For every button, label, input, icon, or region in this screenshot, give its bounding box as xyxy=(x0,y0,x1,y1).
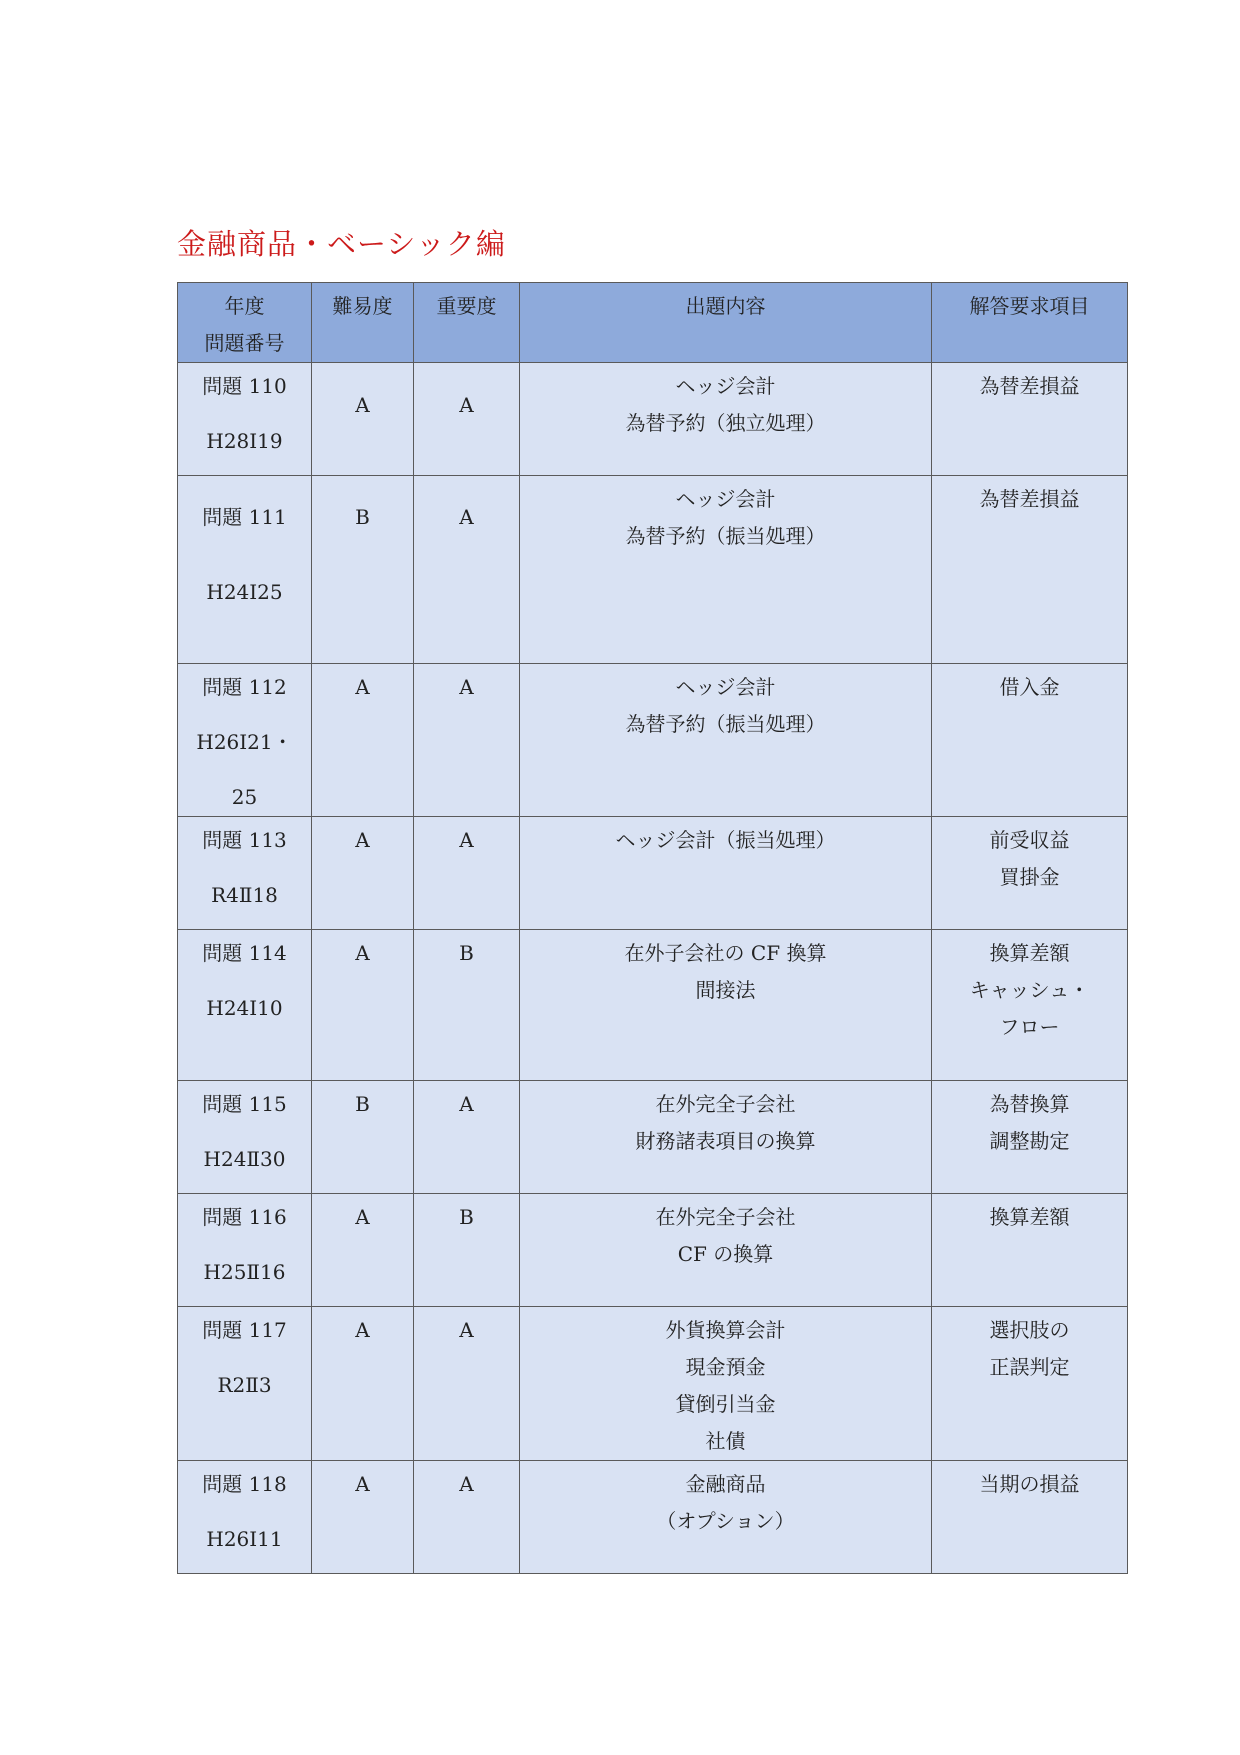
cell-content xyxy=(520,476,932,664)
difficulty-value: A xyxy=(355,1205,370,1229)
table-header-row xyxy=(178,283,1128,363)
exam-year: H24Ⅱ30 xyxy=(203,1147,286,1171)
content-line: ヘッジ会計（振当処理） xyxy=(615,828,836,852)
answer-line: 当期の損益 xyxy=(979,1472,1080,1496)
importance-value: A xyxy=(459,505,474,529)
difficulty-value: A xyxy=(355,941,370,965)
content-line: 貸倒引当金 xyxy=(675,1392,776,1416)
answer-line: 借入金 xyxy=(999,675,1060,699)
header-year-problem xyxy=(178,283,312,363)
cell-answer xyxy=(932,1461,1128,1574)
importance-value: A xyxy=(459,675,474,699)
cell-content xyxy=(520,1081,932,1194)
difficulty-value: A xyxy=(355,828,370,852)
header-importance xyxy=(414,283,520,363)
difficulty-value: A xyxy=(355,393,370,417)
table-row xyxy=(178,1461,1128,1574)
table-row xyxy=(178,930,1128,1081)
problem-number: 問題 111 xyxy=(202,505,287,529)
difficulty-value: B xyxy=(355,1092,370,1116)
page-title: 金融商品・ベーシック編 xyxy=(177,227,506,261)
problem-number: 問題 116 xyxy=(202,1205,287,1229)
difficulty-value: A xyxy=(355,1318,370,1342)
cell-problem xyxy=(178,1194,312,1307)
cell-problem xyxy=(178,1307,312,1461)
cell-importance xyxy=(414,930,520,1081)
cell-content xyxy=(520,930,932,1081)
answer-line: 為替差損益 xyxy=(979,487,1080,511)
importance-value: B xyxy=(459,1205,474,1229)
content-line: 財務諸表項目の換算 xyxy=(635,1129,816,1153)
cell-difficulty xyxy=(312,1081,414,1194)
importance-value: B xyxy=(459,941,474,965)
cell-difficulty xyxy=(312,1461,414,1574)
cell-importance xyxy=(414,363,520,476)
content-line: 外貨換算会計 xyxy=(665,1318,786,1342)
cell-importance xyxy=(414,817,520,930)
cell-answer xyxy=(932,817,1128,930)
cell-answer xyxy=(932,1307,1128,1461)
cell-difficulty xyxy=(312,1307,414,1461)
content-line: 現金預金 xyxy=(685,1355,766,1379)
problem-number: 問題 118 xyxy=(202,1472,287,1496)
content-line: （オプション） xyxy=(656,1509,795,1533)
answer-line: 為替換算 xyxy=(989,1092,1070,1116)
cell-difficulty xyxy=(312,476,414,664)
content-line: 間接法 xyxy=(695,978,756,1002)
header-year-label: 年度 xyxy=(224,294,265,318)
exam-year: H25Ⅱ16 xyxy=(203,1260,286,1284)
cell-answer xyxy=(932,1081,1128,1194)
answer-line: 為替差損益 xyxy=(979,374,1080,398)
answer-line: 選択肢の xyxy=(989,1318,1070,1342)
answer-line: 買掛金 xyxy=(999,865,1060,889)
header-difficulty xyxy=(312,283,414,363)
header-difficulty-label: 難易度 xyxy=(332,294,393,318)
table-row xyxy=(178,1307,1128,1461)
content-line: CF の換算 xyxy=(677,1242,774,1266)
table-row xyxy=(178,817,1128,930)
cell-content xyxy=(520,1194,932,1307)
answer-line: キャッシュ・ xyxy=(969,978,1090,1002)
answer-line: 換算差額 xyxy=(989,941,1070,965)
exam-year: H28Ⅰ19 xyxy=(206,429,283,453)
content-line: 為替予約（振当処理） xyxy=(625,712,826,736)
exam-year-continued: 25 xyxy=(231,785,258,809)
cell-answer xyxy=(932,664,1128,817)
header-answer xyxy=(932,283,1128,363)
cell-difficulty xyxy=(312,363,414,476)
content-line: 為替予約（振当処理） xyxy=(625,524,826,548)
header-problem-number-label: 問題番号 xyxy=(204,331,285,355)
cell-importance xyxy=(414,1081,520,1194)
content-line: ヘッジ会計 xyxy=(675,487,776,511)
header-content-label: 出題内容 xyxy=(685,294,766,318)
importance-value: A xyxy=(459,1318,474,1342)
cell-problem xyxy=(178,476,312,664)
cell-answer xyxy=(932,930,1128,1081)
difficulty-value: A xyxy=(355,675,370,699)
table-row xyxy=(178,476,1128,664)
cell-content xyxy=(520,817,932,930)
cell-problem xyxy=(178,1461,312,1574)
header-importance-label: 重要度 xyxy=(436,294,497,318)
content-line: 金融商品 xyxy=(685,1472,766,1496)
cell-answer xyxy=(932,476,1128,664)
cell-content xyxy=(520,664,932,817)
problem-number: 問題 117 xyxy=(202,1318,287,1342)
problem-table xyxy=(177,282,1128,1574)
cell-importance xyxy=(414,1194,520,1307)
content-line: ヘッジ会計 xyxy=(675,675,776,699)
answer-line: 換算差額 xyxy=(989,1205,1070,1229)
cell-importance xyxy=(414,1461,520,1574)
header-content xyxy=(520,283,932,363)
content-line: 在外完全子会社 xyxy=(655,1205,796,1229)
importance-value: A xyxy=(459,1092,474,1116)
cell-problem xyxy=(178,363,312,476)
exam-year: H26Ⅰ21・ xyxy=(196,730,293,754)
answer-line: フロー xyxy=(999,1015,1060,1039)
importance-value: A xyxy=(459,1472,474,1496)
content-line: ヘッジ会計 xyxy=(675,374,776,398)
cell-problem xyxy=(178,817,312,930)
content-line: 社債 xyxy=(705,1429,746,1453)
cell-problem xyxy=(178,930,312,1081)
exam-year: H24Ⅰ25 xyxy=(206,580,283,604)
cell-answer xyxy=(932,1194,1128,1307)
difficulty-value: B xyxy=(355,505,370,529)
exam-year: H26Ⅰ11 xyxy=(206,1527,283,1551)
table-row xyxy=(178,664,1128,817)
cell-difficulty xyxy=(312,664,414,817)
cell-difficulty xyxy=(312,817,414,930)
exam-year: H24Ⅰ10 xyxy=(206,996,283,1020)
answer-line: 調整勘定 xyxy=(989,1129,1070,1153)
answer-line: 前受収益 xyxy=(989,828,1070,852)
cell-problem xyxy=(178,664,312,817)
table-row xyxy=(178,363,1128,476)
header-answer-label: 解答要求項目 xyxy=(969,294,1090,318)
answer-line: 正誤判定 xyxy=(989,1355,1070,1379)
cell-importance xyxy=(414,1307,520,1461)
cell-answer xyxy=(932,363,1128,476)
importance-value: A xyxy=(459,828,474,852)
cell-content xyxy=(520,363,932,476)
content-line: 在外子会社の CF 換算 xyxy=(624,941,827,965)
importance-value: A xyxy=(459,393,474,417)
cell-importance xyxy=(414,664,520,817)
problem-number: 問題 110 xyxy=(202,374,287,398)
table-row xyxy=(178,1194,1128,1307)
problem-number: 問題 112 xyxy=(202,675,287,699)
content-line: 為替予約（独立処理） xyxy=(625,411,826,435)
cell-difficulty xyxy=(312,1194,414,1307)
cell-content xyxy=(520,1461,932,1574)
content-line: 在外完全子会社 xyxy=(655,1092,796,1116)
table-row xyxy=(178,1081,1128,1194)
exam-year: R2Ⅱ3 xyxy=(217,1373,272,1397)
cell-content xyxy=(520,1307,932,1461)
cell-problem xyxy=(178,1081,312,1194)
problem-number: 問題 113 xyxy=(202,828,287,852)
difficulty-value: A xyxy=(355,1472,370,1496)
problem-number: 問題 114 xyxy=(202,941,287,965)
cell-difficulty xyxy=(312,930,414,1081)
problem-number: 問題 115 xyxy=(202,1092,287,1116)
exam-year: R4Ⅱ18 xyxy=(211,883,278,907)
cell-importance xyxy=(414,476,520,664)
